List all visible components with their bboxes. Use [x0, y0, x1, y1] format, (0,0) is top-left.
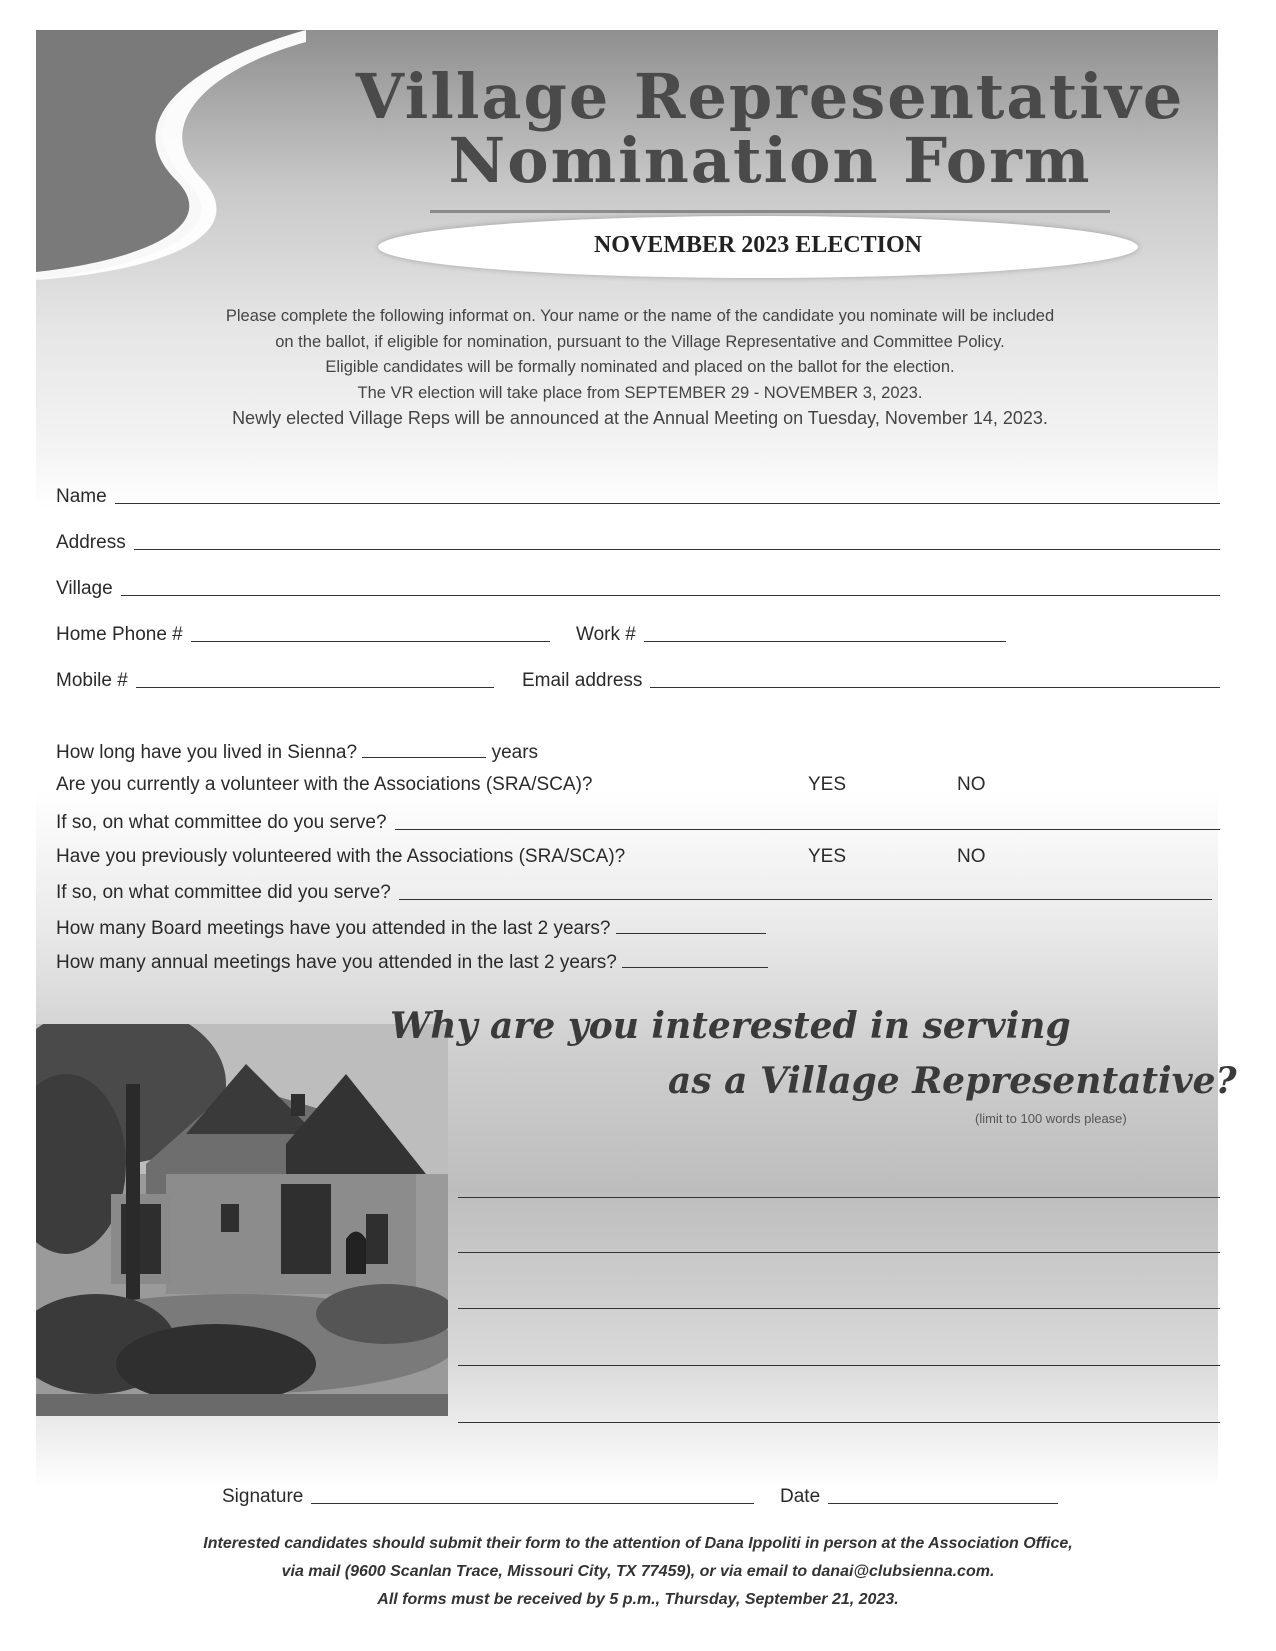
- why-heading-line-2: as a Village Representative?: [668, 1060, 1237, 1102]
- previous-committee-label: If so, on what committee did you serve?: [56, 882, 391, 903]
- work-line[interactable]: [644, 640, 1006, 642]
- word-limit-note: (limit to 100 words please): [975, 1111, 1127, 1126]
- previous-volunteer-question: Have you previously volunteered with the Associations (SRA/SCA)?: [56, 846, 626, 867]
- date-line[interactable]: [828, 1502, 1058, 1504]
- signature-label: Signature: [222, 1486, 304, 1507]
- address-label: Address: [56, 532, 126, 553]
- name-field[interactable]: [56, 486, 1220, 508]
- lived-question-text: How long have you lived in Sienna?: [56, 742, 358, 763]
- lived-question: [56, 742, 538, 764]
- title-line-2: Nomination Form: [448, 124, 1092, 197]
- answer-line[interactable]: [458, 1421, 1220, 1423]
- intro-line: Newly elected Village Reps will be announced at the Annual Meeting on Tuesday, November 14, 2023.: [232, 408, 1048, 428]
- title-line-1: Village Representative: [355, 60, 1185, 133]
- board-meetings-text: How many Board meetings have you attended in the last 2 years?: [56, 918, 611, 939]
- current-committee-label: If so, on what committee do you serve?: [56, 812, 387, 833]
- village-line[interactable]: [121, 594, 1220, 596]
- intro-line: Eligible candidates will be formally nominated and placed on the ballot for the election.: [325, 358, 955, 376]
- answer-line[interactable]: [458, 1251, 1220, 1253]
- mobile-field[interactable]: [56, 670, 494, 692]
- name-line[interactable]: [115, 502, 1220, 504]
- previous-committee-line[interactable]: [399, 898, 1212, 900]
- signature-field[interactable]: [222, 1486, 754, 1508]
- answer-line[interactable]: [458, 1364, 1220, 1366]
- annual-meetings-question: [56, 952, 768, 974]
- mobile-label: Mobile #: [56, 670, 128, 691]
- intro-line: on the ballot, if eligible for nomination, pursuant to the Village Representative and Committee Policy.: [275, 332, 1005, 351]
- why-heading-line-1: Why are you interested in serving: [390, 1005, 1071, 1047]
- house-photo: [36, 1024, 448, 1416]
- answer-line[interactable]: [458, 1307, 1220, 1309]
- sienna-logo-swoosh: [36, 30, 306, 280]
- current-committee-line[interactable]: [395, 828, 1220, 830]
- email-field[interactable]: [522, 670, 1220, 692]
- intro-line: Please complete the following informat on. Your name or the name of the candidate you nominate will be included: [225, 307, 1055, 325]
- election-subtitle: NOVEMBER 2023 ELECTION: [593, 232, 923, 258]
- lived-years-line[interactable]: [362, 756, 486, 758]
- signature-line[interactable]: [311, 1502, 754, 1504]
- work-field[interactable]: [576, 624, 1006, 646]
- footer-line: via mail (9600 Scanlan Trace, Missouri City, TX 77459), or via email to danai@clubsienna.com.: [281, 1563, 995, 1580]
- address-line[interactable]: [134, 548, 1220, 550]
- home-phone-line[interactable]: [191, 640, 550, 642]
- lived-years-suffix: years: [491, 742, 539, 763]
- board-meetings-line[interactable]: [616, 932, 766, 934]
- email-line[interactable]: [650, 686, 1220, 688]
- submission-instructions: [100, 1530, 1176, 1614]
- annual-meetings-text: How many annual meetings have you attended in the last 2 years?: [56, 952, 617, 973]
- title-divider: [430, 210, 1110, 213]
- footer-line: Interested candidates should submit their form to the attention of Dana Ippoliti in person at the Association Office,: [203, 1535, 1073, 1552]
- home-phone-field[interactable]: [56, 624, 550, 646]
- footer-line: All forms must be received by 5 p.m., Thursday, September 21, 2023.: [377, 1591, 899, 1608]
- home-phone-label: Home Phone #: [56, 624, 183, 645]
- mobile-line[interactable]: [136, 686, 494, 688]
- annual-meetings-line[interactable]: [622, 966, 768, 968]
- previous-yes-option[interactable]: YES: [808, 846, 847, 867]
- date-field[interactable]: [780, 1486, 1058, 1508]
- intro-text: [120, 304, 1160, 432]
- board-meetings-question: [56, 918, 766, 940]
- email-label: Email address: [522, 670, 643, 691]
- current-no-option[interactable]: NO: [957, 774, 986, 795]
- current-volunteer-question: Are you currently a volunteer with the Associations (SRA/SCA)?: [56, 774, 593, 795]
- intro-line: The VR election will take place from SEPTEMBER 29 - NOVEMBER 3, 2023.: [357, 383, 923, 402]
- date-label: Date: [780, 1486, 821, 1507]
- work-label: Work #: [576, 624, 636, 645]
- previous-committee-field[interactable]: [56, 882, 1212, 904]
- answer-line[interactable]: [458, 1196, 1220, 1198]
- address-field[interactable]: [56, 532, 1220, 554]
- form-title: [330, 60, 1210, 197]
- name-label: Name: [56, 486, 107, 507]
- current-committee-field[interactable]: [56, 812, 1220, 834]
- village-field[interactable]: [56, 578, 1220, 600]
- previous-no-option[interactable]: NO: [957, 846, 986, 867]
- village-label: Village: [56, 578, 113, 599]
- current-yes-option[interactable]: YES: [808, 774, 847, 795]
